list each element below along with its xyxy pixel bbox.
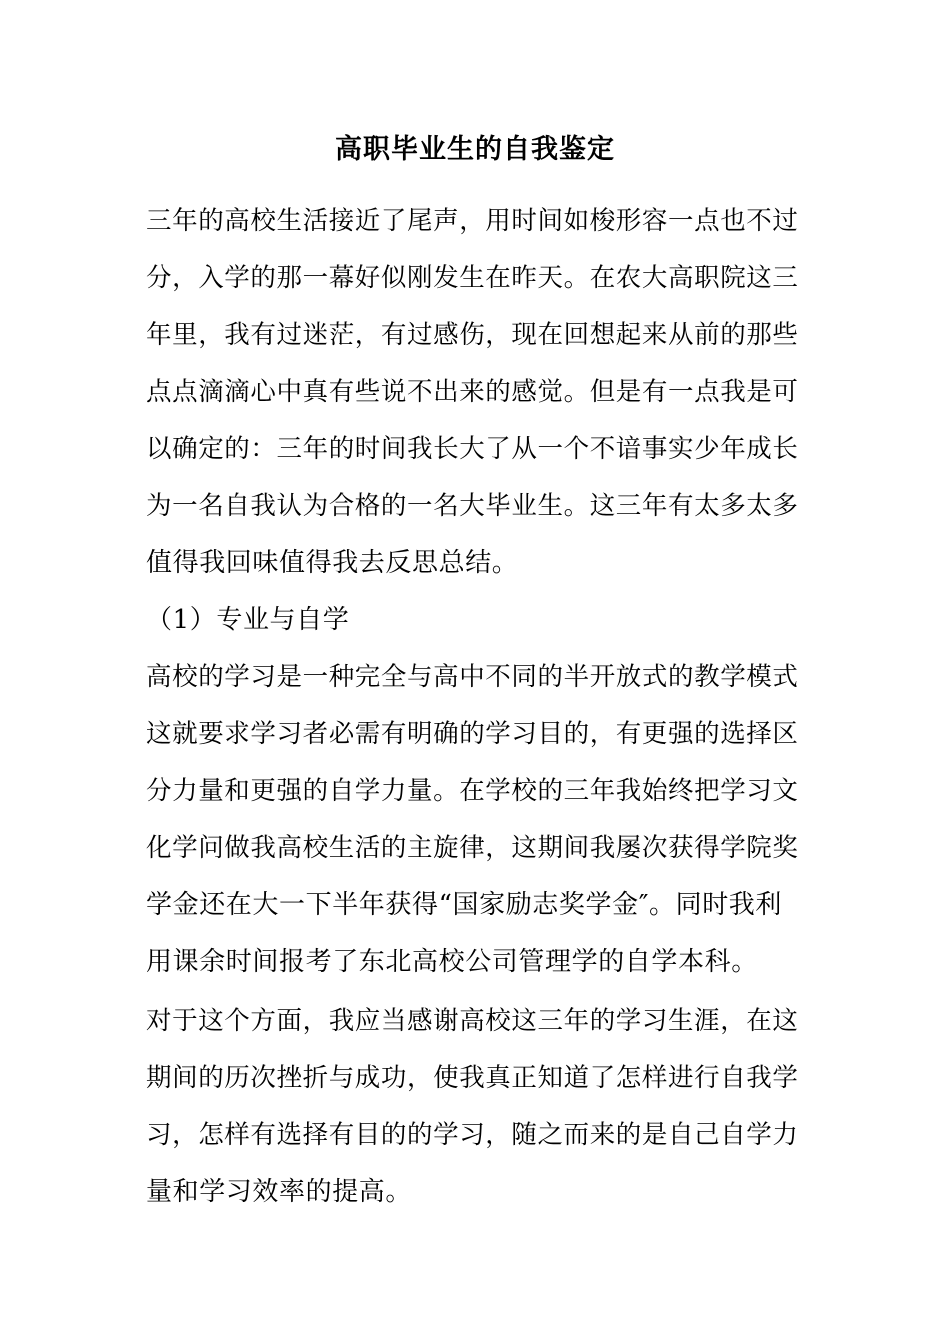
paragraph-line: 三年的高校生活接近了尾声，用时间如梭形容一点也不过: [146, 206, 799, 236]
paragraph-line: 以确定的：三年的时间我长大了从一个不谙事实少年成长: [146, 434, 799, 464]
paragraph-line: 值得我回味值得我去反思总结。: [146, 548, 519, 578]
paragraph-line: 这就要求学习者必需有明确的学习目的，有更强的选择区: [146, 719, 799, 749]
paragraph-line: 用课余时间报考了东北高校公司管理学的自学本科。: [146, 947, 758, 977]
paragraph-line: 对于这个方面，我应当感谢高校这三年的学习生涯，在这: [146, 1006, 799, 1036]
paragraph-line: 量和学习效率的提高。: [146, 1177, 413, 1207]
document-title: 高职毕业生的自我鉴定: [335, 134, 615, 165]
paragraph-line: 分，入学的那一幕好似刚发生在昨天。在农大高职院这三: [146, 263, 799, 293]
paragraph-line: 为一名自我认为合格的一名大毕业生。这三年有太多太多: [146, 491, 799, 521]
paragraph-line: 分力量和更强的自学力量。在学校的三年我始终把学习文: [146, 776, 799, 806]
paragraph-line: 化学问做我高校生活的主旋律，这期间我屡次获得学院奖: [146, 833, 799, 863]
paragraph-line: 点点滴滴心中真有些说不出来的感觉。但是有一点我是可: [146, 377, 799, 407]
paragraph-line: 年里，我有过迷茫，有过感伤，现在回想起来从前的那些: [146, 320, 799, 350]
paragraph-line: 习，怎样有选择有目的的学习，随之而来的是自己自学力: [146, 1120, 799, 1150]
section-heading: （1）专业与自学: [146, 605, 350, 635]
paragraph-line: 期间的历次挫折与成功，使我真正知道了怎样进行自我学: [146, 1063, 799, 1093]
paragraph-line: 学金还在大一下半年获得“国家励志奖学金″。同时我利: [146, 890, 783, 920]
paragraph-line: 高校的学习是一种完全与高中不同的半开放式的教学模式: [146, 662, 799, 692]
